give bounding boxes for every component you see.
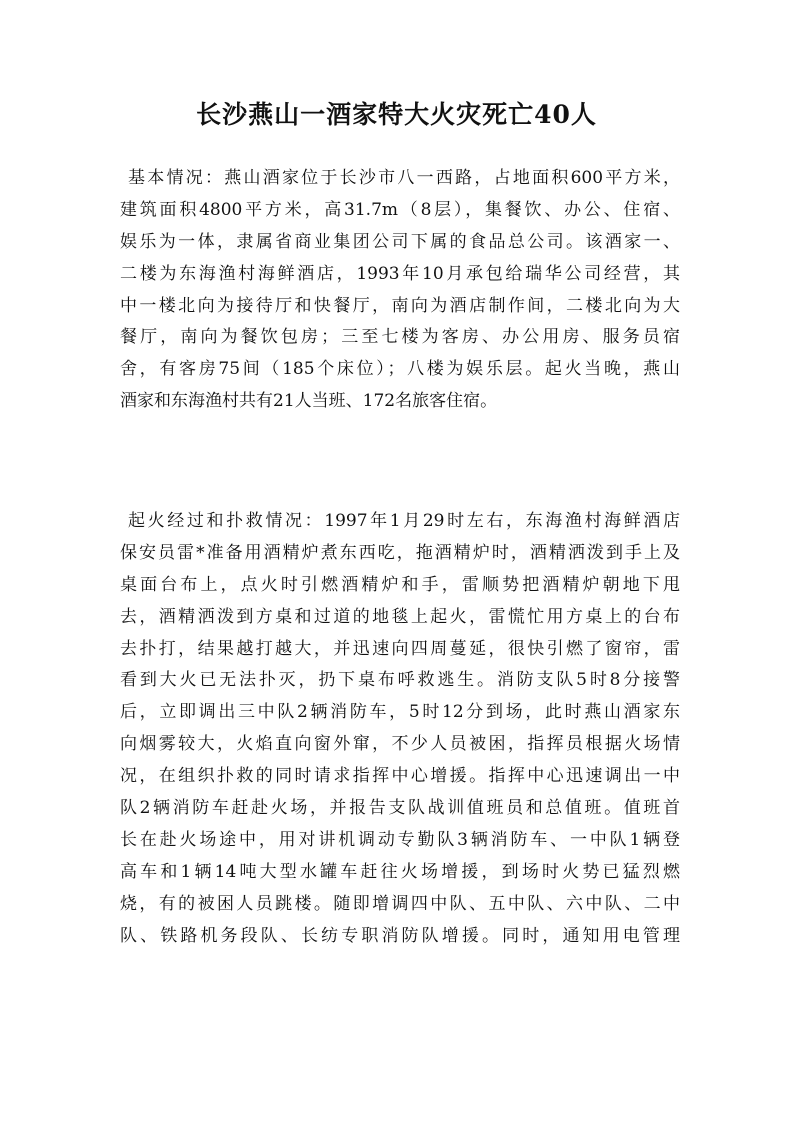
text-line: 高车和1辆14吨大型水罐车赶往火场增援，到场时火势已猛烈燃: [120, 861, 680, 882]
text-line: 后，立即调出三中队2辆消防车，5时12分到场，此时燕山酒家东: [120, 702, 680, 723]
text-line: 建筑面积4800平方米，高31.7m（8层），集餐饮、办公、住宿、: [120, 199, 680, 220]
document-title: 长沙燕山一酒家特大火灾死亡40人: [196, 100, 597, 129]
text-line: 长在赴火场途中，用对讲机调动专勤队3辆消防车、一中队1辆登: [120, 829, 680, 850]
text-line: 舍，有客房75间（185个床位）；八楼为娱乐层。起火当晚，燕山: [120, 359, 680, 380]
text-line: 餐厅，南向为餐饮包房；三至七楼为客房、办公用房、服务员宿: [120, 327, 680, 348]
text-line: 烧，有的被困人员跳楼。随即增调四中队、五中队、六中队、二中: [120, 893, 680, 914]
text-line: 起火经过和扑救情况：1997年1月29时左右，东海渔村海鲜酒店: [128, 511, 680, 531]
text-line: 桌面台布上，点火时引燃酒精炉和手，雷顺势把酒精炉朝地下甩: [120, 574, 680, 595]
text-line: 去，酒精洒泼到方桌和过道的地毯上起火，雷慌忙用方桌上的台布: [120, 606, 680, 627]
text-line: 队2辆消防车赶赴火场，并报告支队战训值班员和总值班。值班首: [120, 798, 680, 819]
paragraph-fire-process: [120, 506, 680, 952]
text-line: 娱乐为一体，隶属省商业集团公司下属的食品总公司。该酒家一、: [120, 231, 680, 252]
text-line: 况，在组织扑救的同时请求指挥中心增援。指挥中心迅速调出一中: [120, 766, 680, 787]
text-line: 去扑打，结果越打越大，并迅速向四周蔓延，很快引燃了窗帘，雷: [120, 638, 680, 659]
text-line: 二楼为东海渔村海鲜酒店，1993年10月承包给瑞华公司经营，其: [120, 263, 680, 284]
text-line: 酒家和东海渔村共有21人当班、172名旅客住宿。: [120, 391, 498, 412]
text-line: 中一楼北向为接待厅和快餐厅，南向为酒店制作间，二楼北向为大: [120, 295, 680, 316]
text-line: 看到大火已无法扑灭，扔下桌布呼救逃生。消防支队5时8分接警: [120, 670, 680, 691]
paragraph-basic-info: [120, 163, 680, 418]
text-line: 队、铁路机务段队、长纺专职消防队增援。同时，通知用电管理: [120, 925, 680, 946]
text-line: 向烟雾较大，火焰直向窗外窜，不少人员被困，指挥员根据火场情: [120, 734, 680, 755]
text-line: 保安员雷*准备用酒精炉煮东西吃，拖酒精炉时，酒精洒泼到手上及: [120, 542, 680, 563]
text-line: 基本情况：燕山酒家位于长沙市八一西路，占地面积600平方米，: [128, 168, 680, 188]
